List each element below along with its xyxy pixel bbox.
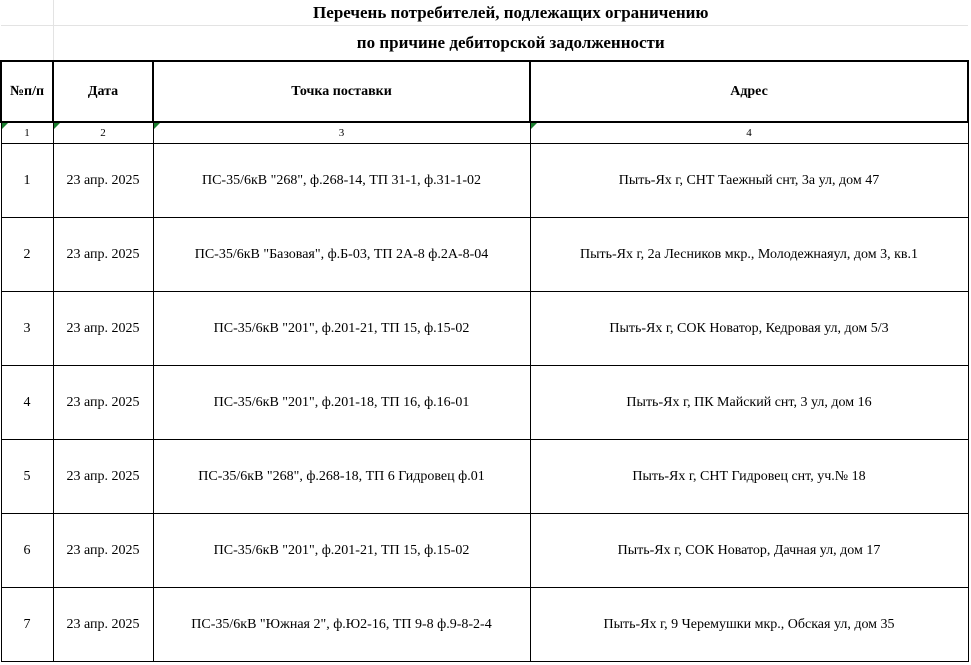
column-number-row [1,122,968,144]
table-row [1,366,968,440]
cell-point[interactable]: ПС-35/6кВ "268", ф.268-18, ТП 6 Гидровец ф.01 [153,440,530,514]
cell-point[interactable]: ПС-35/6кВ "201", ф.201-18, ТП 16, ф.16-01 [153,366,530,440]
cell-date[interactable]: 23 апр. 2025 [53,588,153,662]
cell-address[interactable]: Пыть-Ях г, СНТ Гидровец снт, уч.№ 18 [530,440,968,514]
cell-point[interactable]: ПС-35/6кВ "Базовая", ф.Б-03, ТП 2А-8 ф.2А-8-04 [153,218,530,292]
cell-point[interactable]: ПС-35/6кВ "Южная 2", ф.Ю2-16, ТП 9-8 ф.9-8-2-4 [153,588,530,662]
cell-marker-icon [54,123,60,129]
cell-point[interactable]: ПС-35/6кВ "268", ф.268-14, ТП 31-1, ф.31-1-02 [153,144,530,218]
column-number: 3 [338,127,345,139]
cell-date[interactable]: 23 апр. 2025 [53,514,153,588]
cell-marker-icon [2,123,8,129]
header-num[interactable]: №п/п [1,61,53,122]
cell-date[interactable]: 23 апр. 2025 [53,366,153,440]
table-row [1,440,968,514]
cell-address[interactable]: Пыть-Ях г, 9 Черемушки мкр., Обская ул, дом 35 [530,588,968,662]
cell-num[interactable]: 1 [1,144,53,218]
column-number-cell[interactable] [530,122,968,144]
cell-address[interactable]: Пыть-Ях г, СОК Новатор, Кедровая ул, дом 5/3 [530,292,968,366]
column-number-cell[interactable] [53,122,153,144]
header-row [1,61,968,122]
cell-address[interactable]: Пыть-Ях г, СОК Новатор, Дачная ул, дом 17 [530,514,968,588]
column-number: 1 [24,127,30,139]
cell-point[interactable]: ПС-35/6кВ "201", ф.201-21, ТП 15, ф.15-02 [153,292,530,366]
table-title-line-2[interactable]: по причине дебиторской задолженности [356,33,665,52]
column-number: 2 [100,127,106,139]
cell-num[interactable]: 5 [1,440,53,514]
title-row-2 [1,26,968,62]
table-row [1,218,968,292]
blank-cell[interactable] [1,0,53,26]
cell-date[interactable]: 23 апр. 2025 [53,292,153,366]
cell-date[interactable]: 23 апр. 2025 [53,440,153,514]
title-row-1 [1,0,968,26]
cell-num[interactable]: 4 [1,366,53,440]
cell-num[interactable]: 2 [1,218,53,292]
table-title-line-1[interactable]: Перечень потребителей, подлежащих ограничению [53,0,968,26]
column-number-cell[interactable] [153,122,530,144]
cell-address[interactable]: Пыть-Ях г, 2а Лесников мкр., Молодежнаяул, дом 3, кв.1 [530,218,968,292]
cell-address[interactable]: Пыть-Ях г, СНТ Таежный снт, 3а ул, дом 47 [530,144,968,218]
cell-num[interactable]: 7 [1,588,53,662]
cell-marker-icon [154,123,160,129]
header-address[interactable]: Адрес [530,61,968,122]
column-number: 4 [746,127,752,139]
cell-address[interactable]: Пыть-Ях г, ПК Майский снт, 3 ул, дом 16 [530,366,968,440]
table-row [1,292,968,366]
cell-marker-icon [531,123,537,129]
cell-point[interactable]: ПС-35/6кВ "201", ф.201-21, ТП 15, ф.15-02 [153,514,530,588]
header-point[interactable]: Точка поставки [153,61,530,122]
cell-num[interactable]: 3 [1,292,53,366]
cell-date[interactable]: 23 апр. 2025 [53,218,153,292]
column-number-cell[interactable] [1,122,53,144]
table-row [1,144,968,218]
blank-cell[interactable] [1,26,53,62]
header-date[interactable]: Дата [53,61,153,122]
table-row [1,588,968,662]
cell-num[interactable]: 6 [1,514,53,588]
cell-date[interactable]: 23 апр. 2025 [53,144,153,218]
table-row [1,514,968,588]
